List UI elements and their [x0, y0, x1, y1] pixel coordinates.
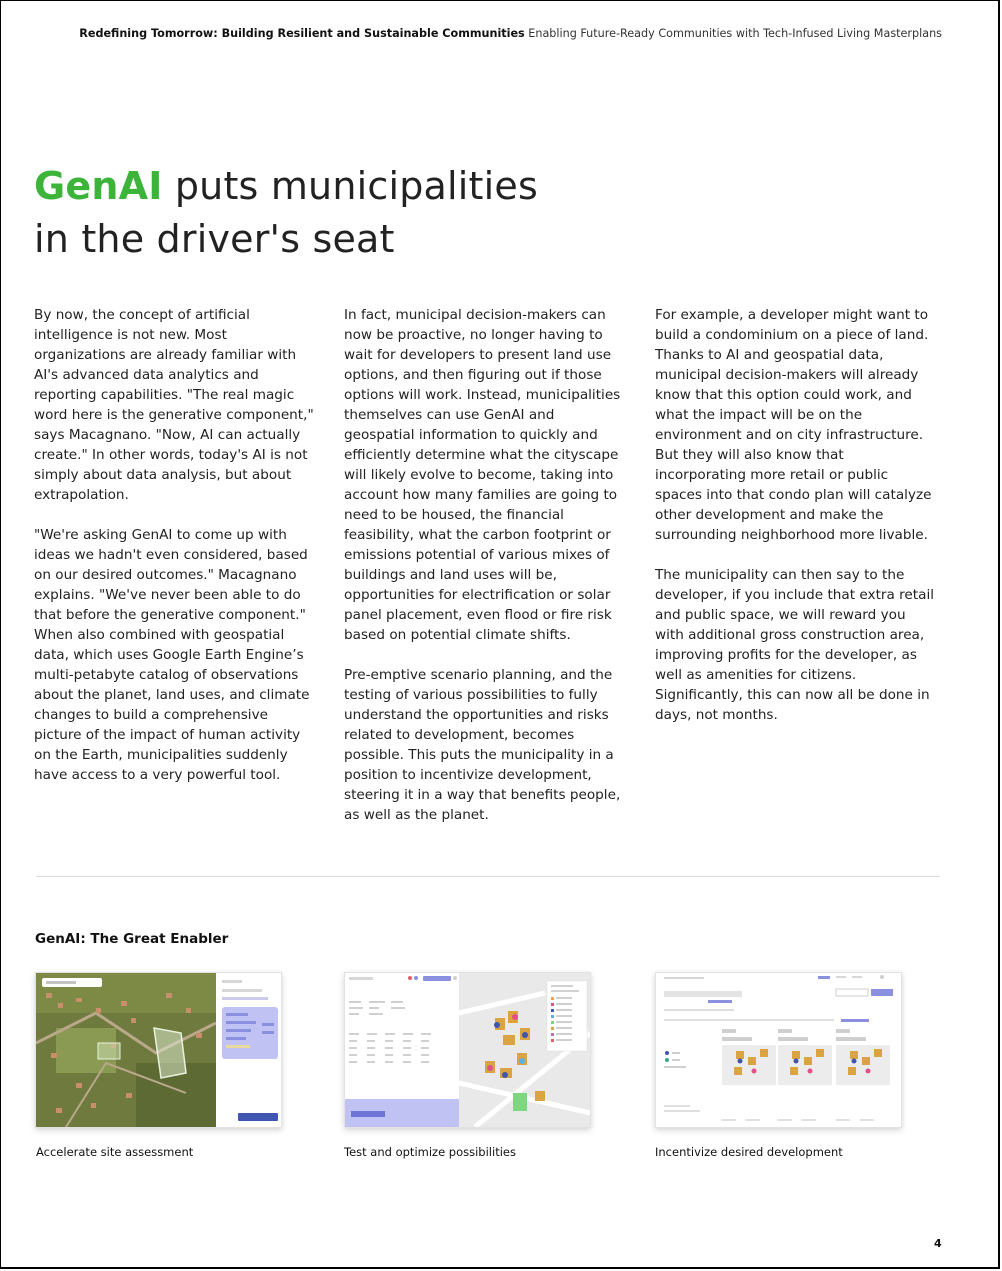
paragraph: "We're asking GenAI to come up with ideas we hadn't even considered, based on our desired outcomes." Macagnano explains. "We've never been able to do that before the generative component." When also combined with geospatial data, which uses Google Earth Engine’s multi-petabyte catalog of observations about the planet, land uses, and climate changes to build a comprehensive picture of the impact of human activity on the Earth, municipalities suddenly have access to a very powerful tool. — [34, 527, 310, 783]
optimize-screenshot — [344, 972, 591, 1128]
aerial-map-illustration — [36, 973, 281, 1127]
header-subtitle: Enabling Future-Ready Communities with Tech-Infused Living Masterplans — [528, 27, 942, 40]
card-caption: Accelerate site assessment — [36, 1145, 194, 1159]
page-title — [34, 160, 538, 266]
header-title: Redefining Tomorrow: Building Resilient and Sustainable Communities — [79, 27, 525, 40]
body-column-3 — [655, 305, 935, 745]
body-column-1 — [34, 305, 314, 805]
title-line1: puts municipalities — [162, 164, 538, 208]
body-column-2 — [344, 305, 624, 845]
comparison-illustration — [656, 973, 901, 1127]
running-header — [79, 27, 942, 40]
title-accent: GenAI — [34, 164, 163, 208]
paragraph: Pre-emptive scenario planning, and the testing of various possibilities to fully understand the opportunities and risks related to development, becomes possible. This puts the municipality in a position to incentivize development, steering it in a way that benefits people, as well as the planet. — [344, 667, 621, 823]
card-caption: Test and optimize possibilities — [344, 1145, 516, 1159]
paragraph: The municipality can then say to the developer, if you include that extra retail and public space, we will reward you with additional gross construction area, improving profits for the developer, as well as amenities for citizens. Significantly, this can now all be done in days, not months. — [655, 567, 935, 723]
site-assessment-screenshot — [35, 972, 282, 1128]
section-title: GenAI: The Great Enabler — [35, 931, 229, 947]
paragraph: In fact, municipal decision-makers can now be proactive, no longer having to wait for developers to present land use options, and then figuring out if those options will work. Instead, municipalities themselves can use GenAI and geospatial information to quickly and efficiently determine what the cityscape will likely evolve to become, taking into account how many families are going to need to be housed, the financial feasibility, what the carbon footprint or emissions potential of various mixes of buildings and land uses will be, opportunities for electrification or solar panel placement, even flood or fire risk based on potential climate shifts. — [344, 307, 621, 643]
title-line2: in the driver's seat — [34, 217, 395, 261]
section-divider — [36, 876, 940, 877]
scenario-planner-illustration — [345, 973, 590, 1127]
paragraph: By now, the concept of artificial intelligence is not new. Most organizations are already familiar with AI's advanced data analytics and reporting capabilities. "The real magic word here is the generative component," says Macagnano. "Now, AI can actually create." In other words, today's AI is not simply about data analysis, but about extrapolation. — [34, 307, 314, 503]
incentivize-screenshot — [655, 972, 902, 1128]
page-number: 4 — [934, 1237, 942, 1250]
card-caption: Incentivize desired development — [655, 1145, 843, 1159]
paragraph: For example, a developer might want to build a condominium on a piece of land. Thanks to AI and geospatial data, municipal decision-makers will already know that this option could work, and what the impact will be on the environment and on city infrastructure. But they will also know that incorporating more retail or public spaces into that condo plan will catalyze other development and make the surrounding neighborhood more livable. — [655, 307, 932, 543]
